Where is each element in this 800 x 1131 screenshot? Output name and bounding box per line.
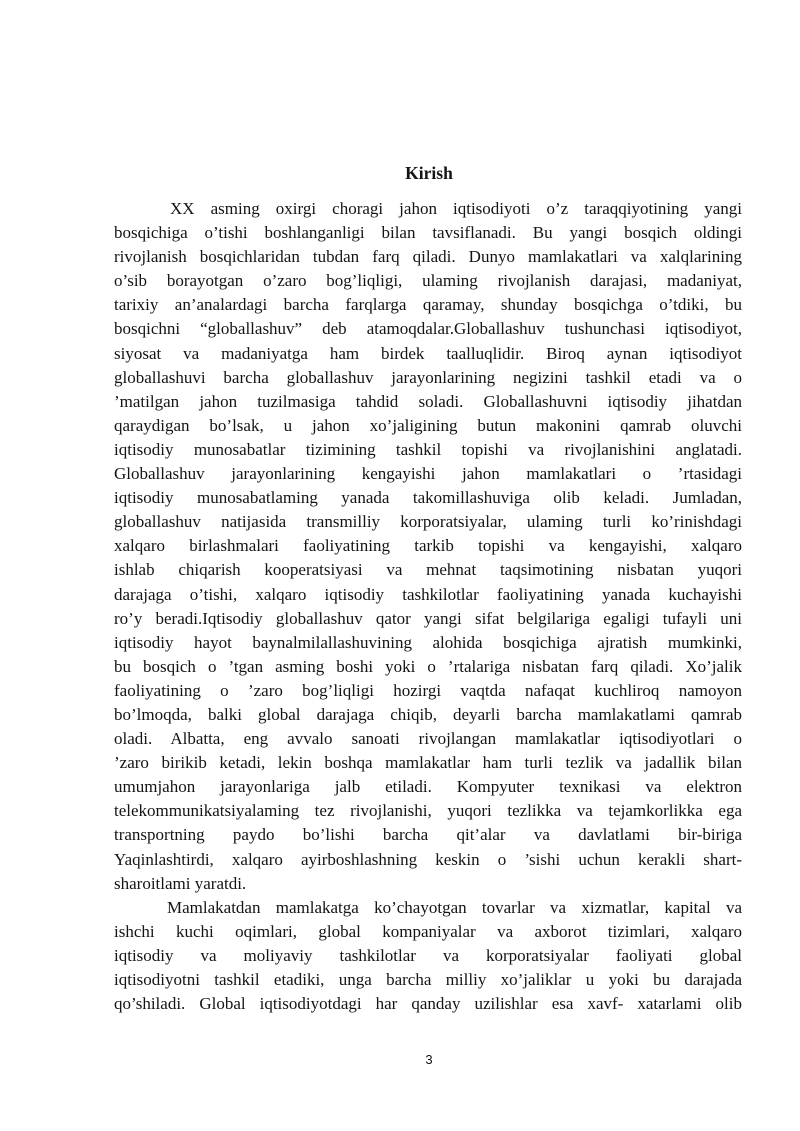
- text-line: Mamlakatdan mamlakatga ko’chayotgan tovarlar va xizmatlar, kapital va: [167, 897, 742, 917]
- text-line: ishlab chiqarish kooperatsiyasi va mehnat taqsimotining nisbatan yuqori: [114, 560, 742, 580]
- text-line: ’zaro birikib ketadi, lekin boshqa mamlakatlar ham turli tezlik va jadallik bilan: [114, 753, 742, 773]
- text-line: globallashuvi barcha globallashuv jarayonlarining negizini tashkil etadi va o: [114, 367, 742, 387]
- text-line: tarixiy an’analardagi barcha farqlarga qaramay, shunday bosqichga o’tdiki, bu: [114, 295, 742, 315]
- text-line: ro’y beradi.Iqtisodiy globallashuv qator yangi sifat belgilariga egaligi tufayli uni: [114, 608, 742, 628]
- text-line: iqtisodiy munosabatlaming yanada takomillashuviga olib keladi. Jumladan,: [114, 488, 742, 508]
- text-line: o’sib borayotgan o’zaro bog’liqligi, ulaming rivojlanish darajasi, madaniyat,: [114, 271, 742, 291]
- page-number: 3: [425, 1052, 433, 1067]
- text-line: xalqaro birlashmalari faoliyatining tarkib topishi va kengayishi, xalqaro: [114, 536, 742, 556]
- text-line: umumjahon jarayonlariga jalb etiladi. Kompyuter texnikasi va elektron: [114, 777, 742, 797]
- text-line: sharoitlami yaratdi.: [114, 873, 247, 893]
- text-line: darajaga o’tishi, xalqaro iqtisodiy tashkilotlar faoliyatining yanada kuchayishi: [114, 584, 742, 604]
- text-line: Globallashuv jarayonlarining kengayishi jahon mamlakatlari o ’rtasidagi: [114, 464, 742, 484]
- text-line: ’matilgan jahon tuzilmasiga tahdid soladi. Globallashuvni iqtisodiy jihatdan: [114, 391, 742, 411]
- text-line: iqtisodiyotni tashkil etadiki, unga barcha milliy xo’jaliklar u yoki bu darajada: [114, 970, 742, 989]
- section-heading: Kirish: [405, 163, 453, 183]
- text-line: transportning paydo bo’lishi barcha qit’alar va davlatlami bir-biriga: [114, 825, 742, 845]
- text-line: oladi. Albatta, eng avvalo sanoati rivojlangan mamlakatlar iqtisodiyotlari o: [114, 729, 742, 749]
- text-line: bosqichni “globallashuv” deb atamoqdalar.Globallashuv tushunchasi iqtisodiyot,: [114, 319, 742, 339]
- paragraph-2: [114, 896, 742, 1016]
- text-line: bo’lmoqda, balki global darajaga chiqib, deyarli barcha mamlakatlami qamrab: [114, 704, 742, 724]
- text-line: bu bosqich o ’tgan asming boshi yoki o ’rtalariga nisbatan farq qiladi. Xo’jalik: [114, 656, 742, 676]
- text-line: globallashuv natijasida transmilliy korporatsiyalar, ulaming turli ko’rinishdagi: [114, 512, 742, 532]
- text-line: bosqichiga o’tishi boshlanganligi bilan tavsiflanadi. Bu yangi bosqich oldingi: [114, 223, 742, 243]
- text-line: iqtisodiy hayot baynalmilallashuvining alohida bosqichiga ajratish mumkinki,: [114, 632, 742, 652]
- text-line: faoliyatining o ’zaro bog’liqligi hozirgi vaqtda nafaqat kuchliroq namoyon: [114, 680, 742, 700]
- text-line: iqtisodiy munosabatlar tizimining tashkil topishi va rivojlanishini anglatadi.: [114, 439, 742, 459]
- text-line: telekommunikatsiyalaming tez rivojlanishi, yuqori tezlikka va tejamkorlikka ega: [114, 801, 742, 821]
- text-line: qo’shiladi. Global iqtisodiyotdagi har qanday uzilishlar esa xavf- xatarlami olib: [114, 994, 742, 1014]
- text-line: rivojlanish bosqichlaridan tubdan farq qiladi. Dunyo mamlakatlari va xalqlarining: [114, 247, 742, 267]
- text-line: XX asming oxirgi choragi jahon iqtisodiyoti o’z taraqqiyotining yangi: [170, 199, 742, 218]
- document-body: [114, 197, 742, 1016]
- text-line: siyosat va madaniyatga ham birdek taalluqlidir. Biroq aynan iqtisodiyot: [114, 343, 742, 363]
- text-line: qaraydigan bo’lsak, u jahon xo’jaligining butun makonini qamrab oluvchi: [114, 415, 742, 435]
- text-line: iqtisodiy va moliyaviy tashkilotlar va korporatsiyalar faoliyati global: [114, 945, 742, 965]
- paragraph-1: [114, 197, 742, 896]
- text-line: Yaqinlashtirdi, xalqaro ayirboshlashning keskin o ’sishi uchun kerakli shart-: [114, 849, 742, 869]
- text-line: ishchi kuchi oqimlari, global kompaniyalar va axborot tizimlari, xalqaro: [114, 921, 742, 941]
